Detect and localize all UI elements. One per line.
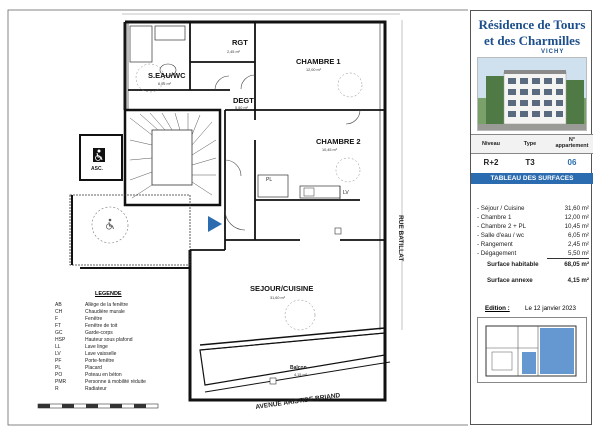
- surface-annex-value: 4,15 m²: [567, 277, 589, 284]
- info-table-values: [471, 156, 593, 170]
- dishwasher-label: LV: [343, 190, 349, 196]
- legend-desc: Hauteur sous plafond: [85, 337, 133, 343]
- street-label-right: RUE BATILLAT: [397, 215, 404, 262]
- room-area-balcon: 4,15 m²: [294, 373, 307, 377]
- room-label-degt: DEGT: [233, 96, 254, 105]
- room-label-rgt: RGT: [232, 38, 248, 47]
- legend-code: CH: [55, 309, 63, 315]
- room-label-sejour: SEJOUR/CUISINE: [250, 284, 314, 293]
- building-key-plan: [477, 317, 587, 383]
- room-area-sejour: 31,60 m²: [270, 296, 285, 300]
- title-block: [470, 10, 592, 425]
- entry-arrow-icon: [208, 216, 222, 232]
- edition-label: Edition :: [485, 305, 510, 312]
- legend-desc: Lave linge: [85, 344, 108, 350]
- surface-value: 5,50 m²: [568, 250, 589, 257]
- legend-code: R: [55, 386, 59, 392]
- legend-desc: Chaudière murale: [85, 309, 125, 315]
- key-plan-icon: [478, 318, 587, 383]
- wheelchair-icon: [93, 148, 105, 162]
- legend-desc: Allège de la fenêtre: [85, 302, 129, 308]
- room-area-degt: 5,50 m²: [235, 106, 248, 110]
- legend-desc: Placard: [85, 365, 102, 371]
- residence-title-line2: et des Charmilles: [483, 33, 581, 48]
- header-appartement: N° appartement: [555, 137, 589, 149]
- room-label-chambre2: CHAMBRE 2: [316, 137, 361, 146]
- residence-title-line1: Résidence de Tours: [478, 17, 586, 32]
- room-area-chambre1: 12,00 m²: [306, 68, 321, 72]
- legend-code: PO: [55, 372, 63, 378]
- legend-desc: Fenêtre de toit: [85, 323, 118, 329]
- surfaces-banner: TABLEAU DES SURFACES: [471, 173, 593, 184]
- legend-code: PMR: [55, 379, 67, 385]
- legend-code: FT: [55, 323, 62, 329]
- wheelchair-symbol-icon: [104, 218, 116, 230]
- room-area-seauwc: 6,05 m²: [158, 82, 171, 86]
- surface-value: 12,00 m²: [564, 214, 589, 221]
- value-niveau: R+2: [483, 158, 499, 167]
- surface-total-value: 68,05 m²: [564, 261, 589, 268]
- room-area-rgt: 2,45 m²: [227, 50, 240, 54]
- total-divider: [547, 258, 589, 259]
- legend-code: PL: [55, 365, 62, 371]
- street-label-bottom: AVENUE ARISTIDE BRIAND: [255, 392, 341, 411]
- surface-value: 6,05 m²: [568, 232, 589, 239]
- building-photo: [477, 57, 587, 131]
- surface-label: - Rangement: [477, 241, 513, 248]
- room-label-chambre1: CHAMBRE 1: [296, 57, 341, 66]
- info-table-header: [471, 134, 593, 154]
- elevator-label: ASC.: [91, 166, 103, 172]
- edition-date: Le 12 janvier 2023: [525, 305, 576, 312]
- legend-desc: Personne à mobilité réduite: [85, 379, 146, 385]
- legend-desc: Porte-fenêtre: [85, 358, 115, 364]
- legend-code: GC: [55, 330, 63, 336]
- surface-label: - Chambre 2 + PL: [477, 223, 527, 230]
- legend-desc: Lave vaisselle: [85, 351, 117, 357]
- legend-desc: Garde-corps: [85, 330, 113, 336]
- surface-label: - Salle d'eau / wc: [477, 232, 524, 239]
- surface-label: - Séjour / Cuisine: [477, 205, 525, 212]
- room-label-seauwc: S.EAU/WC: [148, 71, 186, 80]
- legend-code: PF: [55, 358, 62, 364]
- surface-label: - Dégagement: [477, 250, 517, 257]
- legend-desc: Poteau en béton: [85, 372, 122, 378]
- legend-code: AB: [55, 302, 62, 308]
- header-type: Type: [523, 141, 537, 147]
- closet-label: PL: [266, 177, 273, 183]
- surface-label: - Chambre 1: [477, 214, 512, 221]
- surface-total-label: Surface habitable: [487, 261, 539, 268]
- legend-desc: Radiateur: [85, 386, 107, 392]
- legend-code: F: [55, 316, 59, 322]
- surface-value: 2,45 m²: [568, 241, 589, 248]
- city-label: VICHY: [541, 49, 565, 55]
- surface-value: 10,45 m²: [564, 223, 589, 230]
- value-appartement: 06: [567, 158, 577, 167]
- surface-annex-label: Surface annexe: [487, 277, 533, 284]
- legend-title: LEGENDE: [95, 291, 122, 297]
- value-type: T3: [525, 158, 535, 167]
- building-image-icon: [478, 58, 587, 131]
- room-area-chambre2: 10,45 m²: [322, 148, 337, 152]
- header-niveau: Niveau: [481, 141, 501, 147]
- legend-code: LL: [55, 344, 61, 350]
- legend-code: HSP: [55, 337, 66, 343]
- surface-value: 31,60 m²: [564, 205, 589, 212]
- legend-code: LV: [55, 351, 61, 357]
- legend-desc: Fenêtre: [85, 316, 103, 322]
- room-label-balcon: Balcon: [290, 365, 307, 371]
